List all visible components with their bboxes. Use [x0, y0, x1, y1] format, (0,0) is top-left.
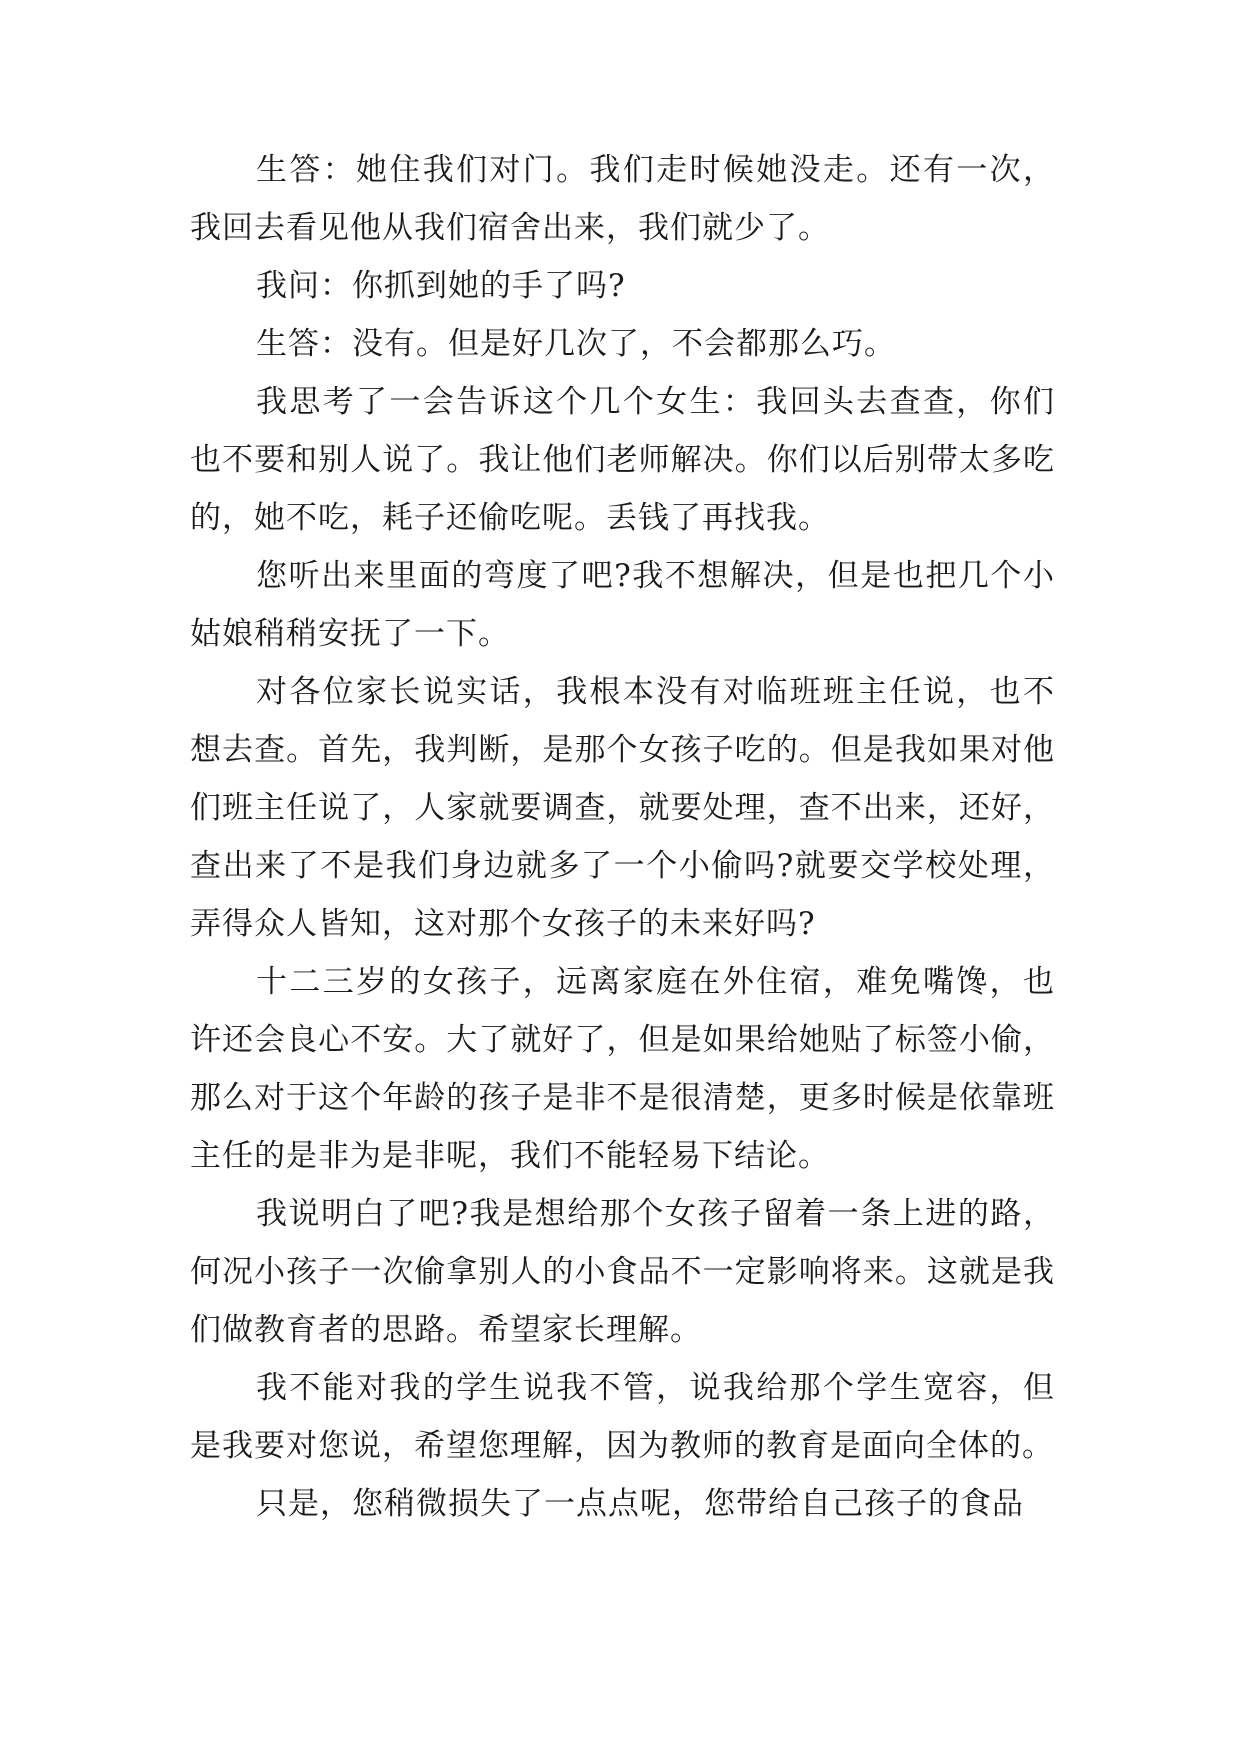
paragraph-4: 我思考了一会告诉这个几个女生：我回头去查查，你们也不要和别人说了。我让他们老师解决。你们以后别带太多吃的，她不吃，耗子还偷吃呢。丢钱了再找我。: [190, 384, 1055, 536]
paragraph-7: 十二三岁的女孩子，远离家庭在外住宿，难免嘴馋，也许还会良心不安。大了就好了，但是如果给她贴了标签小偷，那么对于这个年龄的孩子是非不是很清楚，更多时候是依靠班主任的是非为是非呢，我们不能轻易下结论。: [190, 964, 1055, 1174]
paragraph-10: 只是，您稍微损失了一点点呢，您带给自己孩子的食品: [256, 1486, 1024, 1522]
paragraph-8: 我说明白了吧?我是想给那个女孩子留着一条上进的路，何况小孩子一次偷拿别人的小食品不一定影响将来。这就是我们做教育者的思路。希望家长理解。: [190, 1196, 1055, 1348]
paragraph-9: 我不能对我的学生说我不管，说我给那个学生宽容，但是我要对您说，希望您理解，因为教师的教育是面向全体的。: [190, 1370, 1055, 1464]
paragraph-2: 我问：你抓到她的手了吗?: [256, 268, 626, 304]
document-page: [190, 141, 1055, 1601]
paragraph-1: 生答：她住我们对门。我们走时候她没走。还有一次，我回去看见他从我们宿舍出来，我们就少了。: [190, 152, 1055, 246]
paragraph-5: 您听出来里面的弯度了吧?我不想解决，但是也把几个小姑娘稍稍安抚了一下。: [190, 558, 1055, 652]
paragraph-6: 对各位家长说实话，我根本没有对临班班主任说，也不想去查。首先，我判断，是那个女孩子吃的。但是我如果对他们班主任说了，人家就要调查，就要处理，查不出来，还好，查出来了不是我们身边就多了一个小偷吗?就要交学校处理，弄得众人皆知，这对那个女孩子的未来好吗?: [190, 674, 1055, 942]
paragraph-3: 生答：没有。但是好几次了，不会都那么巧。: [256, 326, 896, 362]
